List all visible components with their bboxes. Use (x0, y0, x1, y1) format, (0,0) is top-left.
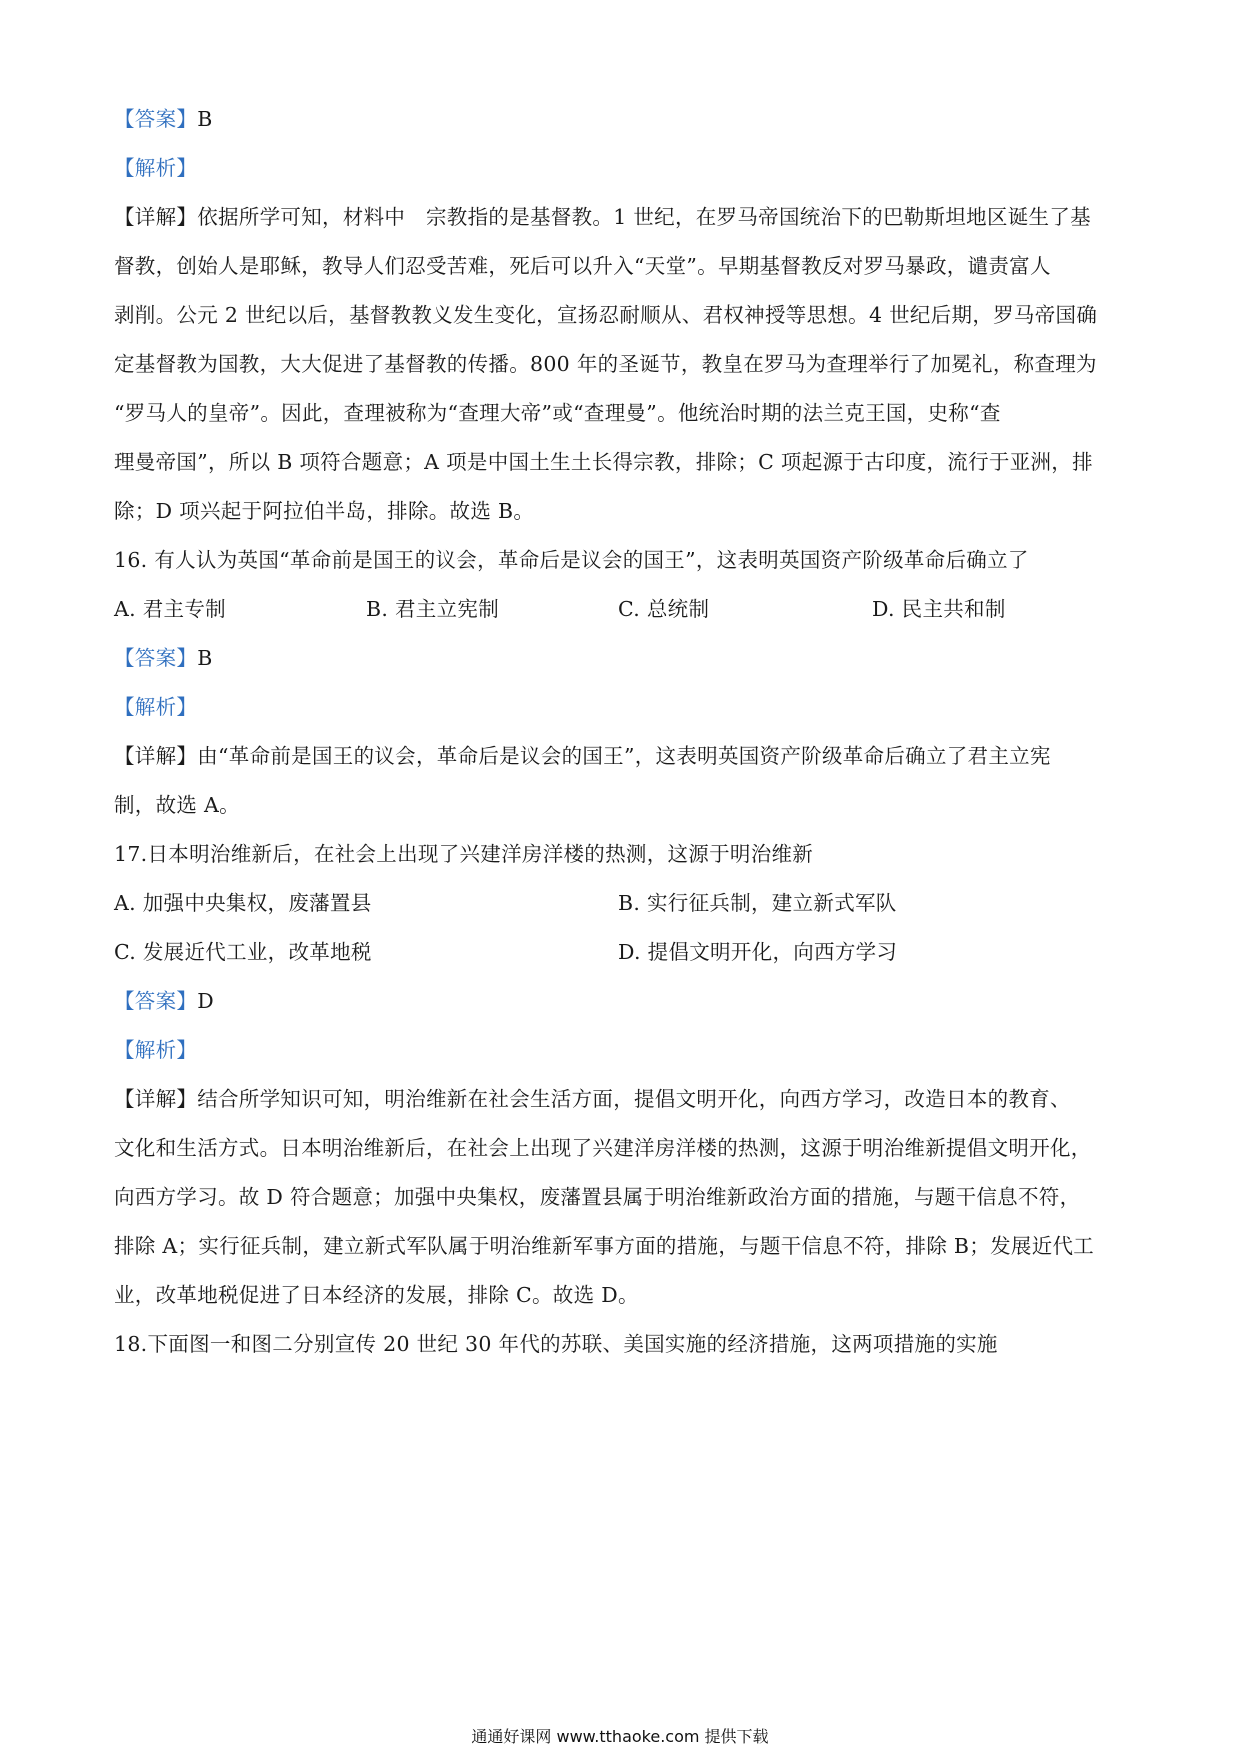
detail-label: 【详解】 (114, 205, 198, 229)
q15-detail-line-6: 理曼帝国”，所以 B 项符合题意；A 项是中国土生土长得宗教，排除；C 项起源于古印度，流行于亚洲，排 (114, 450, 1093, 474)
q17-detail-line-1: 【详解】结合所学知识可知，明治维新在社会生活方面，提倡文明开化，向西方学习，改造日本的教育、 (114, 1087, 1071, 1111)
answer-label: 【答案】 (114, 646, 198, 670)
q17-option-d: D. 提倡文明开化，向西方学习 (618, 940, 898, 964)
q15-detail-line-5: “罗马人的皇帝”。因此，查理被称为“查理大帝”或“查理曼”。他统治时期的法兰克王国，史称“查 (114, 401, 1001, 425)
q17-analysis-label: 【解析】 (114, 1038, 198, 1062)
q17-detail-line-4: 排除 A；实行征兵制，建立新式军队属于明治维新军事方面的措施，与题干信息不符，排除 B；发展近代工 (114, 1234, 1095, 1258)
answer-value: B (197, 107, 213, 131)
q16-analysis-label: 【解析】 (114, 695, 198, 719)
q16-option-c: C. 总统制 (618, 597, 710, 621)
answer-label: 【答案】 (114, 989, 198, 1013)
q16-detail-line-1: 【详解】由“革命前是国王的议会，革命后是议会的国王”，这表明英国资产阶级革命后确立了君主立宪 (114, 744, 1051, 768)
detail-label: 【详解】 (114, 744, 198, 768)
footer-watermark: 通通好课网 www.tthaoke.com 提供下载 (471, 1727, 769, 1746)
q17-detail-line-3: 向西方学习。故 D 符合题意；加强中央集权，废藩置县属于明治维新政治方面的措施，与题干信息不符， (114, 1185, 1081, 1209)
q15-answer (114, 104, 1130, 134)
detail-label: 【详解】 (114, 1087, 198, 1111)
q15-analysis-label: 【解析】 (114, 156, 198, 180)
q16-option-d: D. 民主共和制 (872, 597, 1006, 621)
q17-option-c: C. 发展近代工业，改革地税 (114, 940, 372, 964)
q15-detail-line-4: 定基督教为国教，大大促进了基督教的传播。800 年的圣诞节，教皇在罗马为查理举行了加冕礼，称查理为 (114, 352, 1097, 376)
q17-stem: 17.日本明治维新后，在社会上出现了兴建洋房洋楼的热测，这源于明治维新 (114, 842, 814, 866)
answer-value: B (197, 646, 213, 670)
q15-detail-line-3: 剥削。公元 2 世纪以后，基督教教义发生变化，宣扬忍耐顺从、君权神授等思想。4 世纪后期，罗马帝国确 (114, 303, 1098, 327)
q15-detail-line-7: 除；D 项兴起于阿拉伯半岛，排除。故选 B。 (114, 499, 535, 523)
q16-stem: 16. 有人认为英国“革命前是国王的议会，革命后是议会的国王”，这表明英国资产阶级革命后确立了 (114, 548, 1029, 572)
q17-option-b: B. 实行征兵制，建立新式军队 (618, 891, 897, 915)
q15-detail-line-1: 【详解】依据所学可知，材料中 宗教指的是基督教。1 世纪，在罗马帝国统治下的巴勒斯坦地区诞生了基 (114, 205, 1091, 229)
q16-answer (114, 643, 1130, 673)
answer-value: D (197, 989, 214, 1013)
q17-detail-line-2: 文化和生活方式。日本明治维新后，在社会上出现了兴建洋房洋楼的热测，这源于明治维新提倡文明开化， (114, 1136, 1092, 1160)
answer-label: 【答案】 (114, 107, 198, 131)
q16-detail-line-2: 制，故选 A。 (114, 793, 240, 817)
q16-option-a: A. 君主专制 (114, 597, 226, 621)
q17-answer (114, 986, 1130, 1016)
q17-option-a: A. 加强中央集权，废藩置县 (114, 891, 372, 915)
q18-stem: 18.下面图一和图二分别宣传 20 世纪 30 年代的苏联、美国实施的经济措施，这两项措施的实施 (114, 1332, 998, 1356)
q15-detail-line-2: 督教，创始人是耶稣，教导人们忍受苦难，死后可以升入“天堂”。早期基督教反对罗马暴政，谴责富人 (114, 254, 1051, 278)
q17-detail-line-5: 业，改革地税促进了日本经济的发展，排除 C。故选 D。 (114, 1283, 639, 1307)
q16-option-b: B. 君主立宪制 (366, 597, 499, 621)
